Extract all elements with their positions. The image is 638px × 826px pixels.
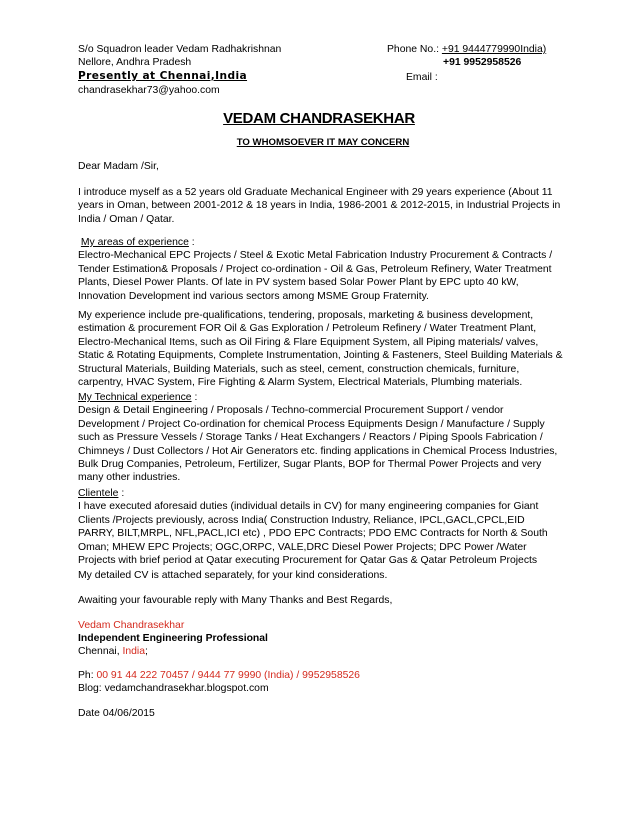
heading-suffix: : [188, 237, 195, 248]
intro-line: India / Oman / Qatar. [78, 213, 175, 225]
salutation: Dear Madam /Sir, [78, 161, 159, 172]
experience-paragraph [78, 309, 568, 389]
phones-label: Ph: [78, 670, 97, 681]
technical-section [78, 391, 568, 485]
blog-line[interactable]: Blog: vedamchandrasekhar.blogspot.com [78, 683, 269, 694]
technical-line: Development / Project Co-ordination for chemical Process Equipments Design / Manufacture / Supply [78, 418, 545, 430]
phones-numbers: 00 91 44 222 70457 / 9444 77 9990 (India) / 9952958526 [96, 670, 360, 681]
clientele-heading-line [78, 487, 568, 500]
clientele-line: Clients /Projects previously, across India( Construction Industry, Reliance, IPCL,GACL,CPCL,EID [78, 514, 525, 526]
technical-line: Chimneys / Dust Collectors / Hot Air Generators etc. finding applications in Chemical Process Industries, [78, 445, 558, 457]
areas-line: Tender Estimation& Proposals / Project co-ordination - Oil & Gas, Petroleum Refinery, Water Treatment [78, 263, 552, 275]
email-label: Email : [406, 72, 438, 83]
intro-line: I introduce myself as a 52 years old Graduate Mechanical Engineer with 29 years experience (About 11 [78, 187, 553, 198]
technical-line: Design & Detail Engineering / Proposals / Techno-commercial Procurement Support / vendor [78, 405, 504, 417]
experience-line: Static & Rotating Equipments, Complete Instrumentation, Jointing & Fasteners, Steel Building Materials & [78, 350, 563, 362]
sender-line: S/o Squadron leader Vedam Radhakrishnan [78, 44, 282, 55]
subtitle: TO WHOMSOEVER IT MAY CONCERN [236, 137, 410, 148]
signature-name: Vedam Chandrasekhar [78, 620, 185, 631]
phone-label: Phone No.: [387, 44, 439, 55]
sender-city: Nellore, Andhra Pradesh [78, 57, 192, 68]
technical-heading: My Technical experience [78, 392, 192, 403]
areas-section [78, 236, 568, 303]
signature-role: Independent Engineering Professional [78, 633, 268, 644]
technical-line: many other industries. [78, 472, 181, 484]
heading-suffix: : [118, 488, 125, 499]
experience-line: estimation & procurement FOR Oil & Gas Exploration / Petroleum Refinery / Water Treatment Plant, [78, 323, 537, 335]
date-line: Date 04/06/2015 [78, 708, 155, 719]
signature-city: Chennai, [78, 646, 123, 657]
phone-block [387, 44, 546, 55]
signature-country-suffix: ; [145, 646, 148, 657]
presently-location: Presently at Chennai,India [78, 70, 248, 82]
phone-mobile: +91 9952958526 [443, 57, 522, 68]
email-address[interactable]: chandrasekhar73@yahoo.com [78, 85, 220, 96]
intro-line: years in Oman, between 2001-2012 & 18 years in India, 1986-2001 & 2012-2015, in Industrial Projects in [78, 200, 561, 212]
clientele-line: PARRY, BILT,MRPL, NFL,PACL,ICI etc) , PDO EPC Contracts; PDO EMC Contracts for North & South [78, 528, 548, 540]
technical-line: such as Pressure Vessels / Storage Tanks / Heat Exchangers / Reactors / Piping Spools Fabrication / [78, 432, 543, 444]
cv-note: My detailed CV is attached separately, for your kind considerations. [78, 570, 388, 581]
experience-line: Structural Materials, Building Materials, such as steel, cement, construction chemicals, furniture, [78, 363, 520, 375]
intro-paragraph [78, 186, 568, 226]
areas-line: Electro-Mechanical EPC Projects / Steel & Exotic Metal Fabrication Industry Procurement & Contracts / [78, 250, 553, 262]
technical-heading-line [78, 391, 568, 404]
areas-heading: My areas of experience [80, 237, 189, 248]
clientele-line: Oman; MHEW EPC Projects; OGC,ORPC, VALE,DRC Diesel Power Projects; DPC Power /Water [78, 541, 527, 553]
closing-line: Awaiting your favourable reply with Many Thanks and Best Regards, [78, 595, 393, 606]
technical-line: Bulk Drug Companies, Petroleum, Fertilizer, Sugar Plants, BOP for Thermal Power Projects and very [78, 459, 542, 471]
phone-india-link[interactable]: +91 9444779990India) [441, 44, 547, 55]
areas-line: Innovation Development ind various sectors among MSME Group Fraternity. [78, 290, 429, 302]
signature-country: India [122, 646, 146, 657]
experience-line: carpentry, HVAC System, Fire Fighting & Alarm System, Electrical Materials, Plumbing materials. [78, 377, 523, 389]
signature-location [78, 646, 148, 657]
clientele-line: Projects with brief period at Qatar executing Procurement for Qatar Gas & Qatar Petroleum Projects [78, 555, 538, 567]
clientele-heading: Clientele [78, 488, 119, 499]
experience-line: My experience include pre-qualifications, tendering, proposals, marketing & business development, [78, 310, 534, 321]
clientele-line: I have executed aforesaid duties (individual details in CV) for many engineering companies for Giant [78, 501, 539, 513]
page-title: VEDAM CHANDRASEKHAR [223, 110, 415, 127]
areas-line: Plants, Diesel Power Plants. Of late in PV system based Solar Power Plant by EPC upto 40 kW, [78, 277, 519, 289]
clientele-section [78, 487, 568, 567]
signature-phones [78, 670, 360, 681]
areas-heading-line [78, 236, 568, 249]
heading-suffix: : [191, 392, 198, 403]
experience-line: Electro-Mechanical Items, such as Oil Firing & Flare Equipment System, all Piping materials/ valves, [78, 336, 539, 348]
